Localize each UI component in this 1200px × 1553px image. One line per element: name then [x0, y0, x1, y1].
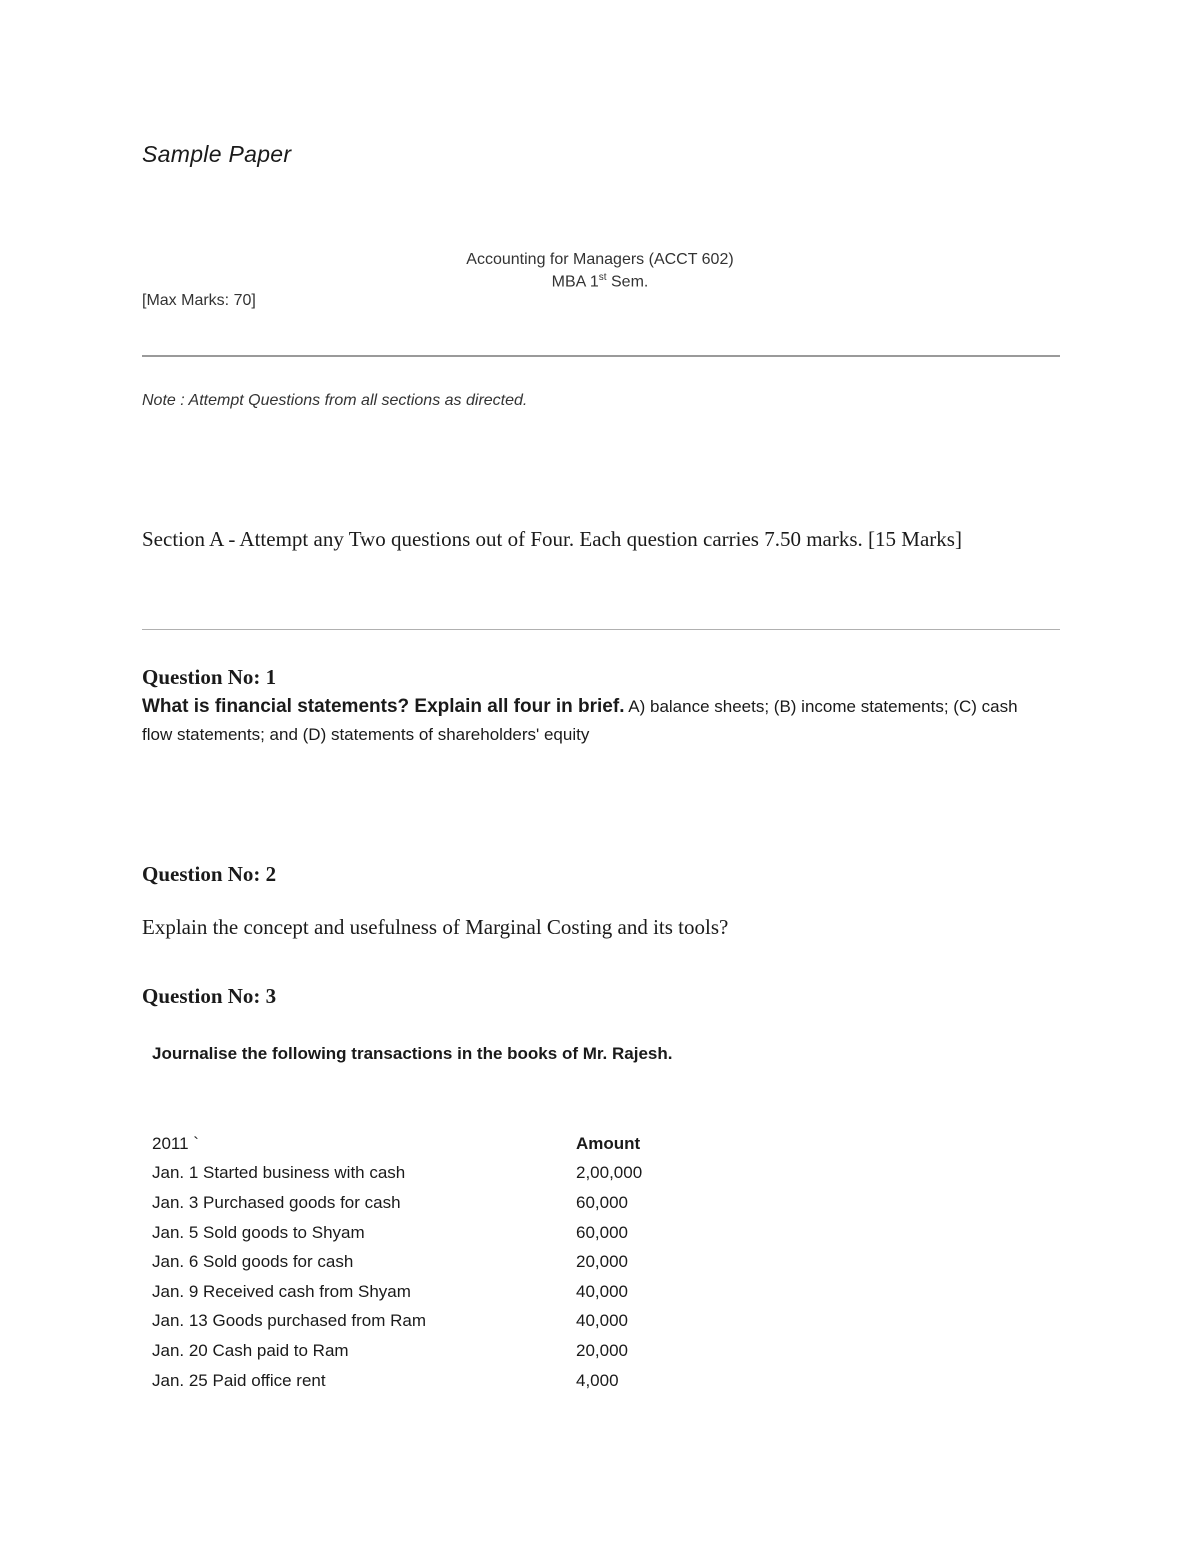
table-row — [152, 1336, 696, 1366]
header-divider — [142, 355, 1060, 357]
transaction-description: Jan. 1 Started business with cash — [152, 1163, 406, 1183]
section-a-heading: Section A - Attempt any Two questions out of Four. Each question carries 7.50 marks. [15 Marks] — [142, 527, 962, 551]
table-header-row — [152, 1129, 696, 1159]
question-1-body: A) balance sheets; (B) income statements; (C) cash flow statements; and (D) statements of shareholders' equity — [142, 697, 1018, 744]
transactions-table — [152, 1129, 696, 1395]
transaction-amount: 2,00,000 — [576, 1163, 643, 1183]
question-2-heading: Question No: 2 — [142, 862, 277, 886]
transaction-amount: 20,000 — [576, 1340, 628, 1360]
transaction-description: Jan. 20 Cash paid to Ram — [152, 1340, 349, 1360]
transaction-amount: 40,000 — [576, 1311, 628, 1331]
table-row — [152, 1307, 696, 1337]
semester-superscript: st — [598, 272, 607, 283]
question-1-text — [142, 693, 1042, 749]
question-1-heading: Question No: 1 — [142, 665, 277, 689]
table-row — [152, 1277, 696, 1307]
transaction-description: Jan. 9 Received cash from Shyam — [152, 1281, 411, 1301]
transaction-amount: 20,000 — [576, 1252, 628, 1272]
transaction-description: Jan. 13 Goods purchased from Ram — [152, 1311, 427, 1331]
semester-prefix: MBA 1 — [551, 273, 599, 291]
section-divider — [142, 629, 1060, 630]
question-2-text: Explain the concept and usefulness of Marginal Costing and its tools? — [142, 915, 729, 939]
question-3-heading: Question No: 3 — [142, 984, 277, 1008]
course-title: Accounting for Managers (ACCT 602) — [466, 251, 734, 268]
max-marks: [Max Marks: 70] — [142, 292, 256, 309]
table-row — [152, 1218, 696, 1248]
table-row — [152, 1188, 696, 1218]
year-header: 2011 ` — [152, 1133, 199, 1153]
transaction-amount: 4,000 — [576, 1370, 619, 1390]
transaction-description: Jan. 5 Sold goods to Shyam — [152, 1222, 365, 1242]
table-row — [152, 1366, 696, 1396]
transaction-amount: 60,000 — [576, 1222, 628, 1242]
instructions-note: Note : Attempt Questions from all sections as directed. — [142, 392, 528, 409]
amount-header: Amount — [576, 1133, 641, 1153]
question-3-intro: Journalise the following transactions in the books of Mr. Rajesh. — [152, 1044, 673, 1063]
table-row — [152, 1159, 696, 1189]
table-row — [152, 1247, 696, 1277]
page-title: Sample Paper — [142, 141, 292, 167]
course-semester — [300, 272, 900, 291]
transaction-amount: 60,000 — [576, 1192, 628, 1212]
transaction-description: Jan. 3 Purchased goods for cash — [152, 1192, 401, 1212]
transaction-amount: 40,000 — [576, 1281, 628, 1301]
semester-suffix: Sem. — [606, 273, 649, 291]
transaction-description: Jan. 25 Paid office rent — [152, 1370, 326, 1390]
question-1-lead: What is financial statements? Explain all four in brief. — [142, 696, 625, 717]
transaction-description: Jan. 6 Sold goods for cash — [152, 1252, 354, 1272]
